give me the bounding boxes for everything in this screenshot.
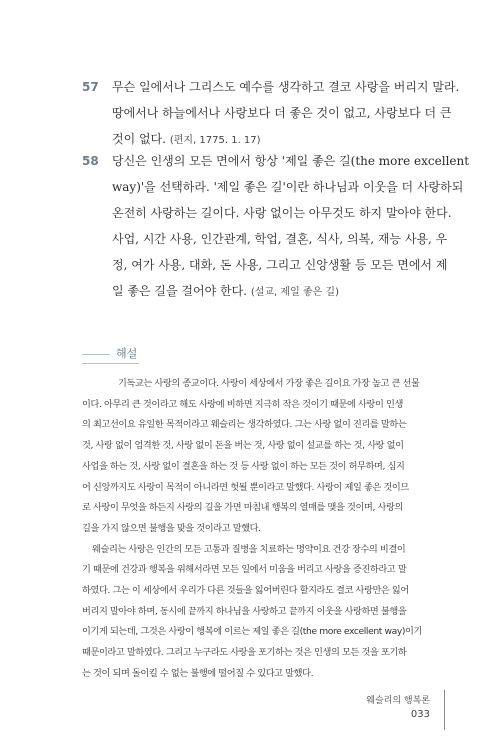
commentary-line: 어 신앙까지도 사랑이 목적이 아니라면 헛될 뿐이라고 말했다. 사랑이 제일 좋은 것이므 — [82, 481, 409, 493]
entry-line-text: 것이 없다. — [112, 132, 166, 146]
commentary-heading-text: 해설 — [116, 347, 138, 360]
entry-line — [112, 278, 460, 306]
commentary-line: 는 것이 되며 돌이킬 수 없는 불행에 떨어질 수 있다고 말했다. — [82, 667, 314, 679]
entry-line-text: 일 좋은 길을 걸어야 한다. — [112, 284, 247, 298]
entry-line: 당신은 인생의 모든 면에서 항상 '제일 좋은 길(the more excellent — [112, 154, 470, 168]
commentary-line: 사업을 하는 것, 사랑 없이 결혼을 하는 것 등 사랑 없이 하는 모든 것이 허무하며, 심지 — [82, 460, 405, 472]
entry-line: 무슨 일에서나 그리스도 예수를 생각하고 결코 사랑을 버리지 말라. — [112, 80, 460, 94]
commentary-line: 의 최고선이요 유일한 목적이라고 웨슬리는 생각하였다. 그는 사랑 없이 진리를 말하는 — [82, 419, 407, 431]
commentary-line: 로 사랑이 무엇을 하든지 사랑의 길을 가면 마침내 행복의 열매를 맺을 것이며, 사랑의 — [82, 502, 403, 514]
commentary-line: 웨슬리는 사랑은 인간의 모든 고통과 질병을 치료하는 명약이요 건강 장수의 비결이 — [92, 543, 406, 555]
page-number: 033 — [410, 709, 430, 720]
commentary-line: 이기게 되는데, 그것은 사랑이 행복에 이르는 제일 좋은 길(the more excellent way)이기 — [82, 626, 423, 638]
book-title: 웨슬리의 행복론 — [366, 696, 430, 706]
footer-divider — [444, 690, 445, 730]
entry-source: (편지, 1775. 1. 17) — [169, 135, 261, 146]
commentary-line: 하였다. 그는 이 세상에서 우리가 다른 것들을 잃어버린다 할지라도 결코 사랑만은 잃어 — [82, 585, 409, 597]
entry-line: way)'을 선택하라. '제일 좋은 길'이란 하나님과 이웃을 더 사랑하되 — [112, 180, 464, 194]
commentary-line: 것, 사랑 없이 엄격한 것, 사랑 없이 돈을 버는 것, 사랑 없이 설교를 하는 것, 사랑 없이 — [82, 440, 404, 452]
page-footer — [366, 694, 430, 722]
commentary-line: 기독교는 사랑의 종교이다. 사랑이 세상에서 가장 좋은 길이요 가장 높고 큰 선물 — [118, 378, 420, 389]
commentary-line: 길을 가지 않으면 불행을 맞을 것이라고 말했다. — [82, 522, 261, 534]
commentary-line: 버리지 말아야 하며, 동시에 끝까지 하나님을 사랑하고 끝까지 이웃을 사랑하면 불행을 — [82, 605, 407, 617]
entry-text — [112, 74, 460, 154]
entry-line: 사업, 시간 사용, 인간관계, 학업, 결혼, 식사, 의복, 재능 사용, 우 — [112, 232, 448, 246]
entry-number: 57 — [82, 80, 99, 94]
commentary-line: 이다. 아무리 큰 것이라고 해도 사랑에 비하면 지극히 작은 것이기 때문에 사랑이 인생 — [82, 398, 403, 410]
entry-number: 58 — [82, 154, 99, 168]
heading-rule — [82, 354, 110, 355]
entry-source: (설교, 제일 좋은 길) — [250, 287, 339, 298]
commentary-body — [82, 374, 460, 685]
commentary-heading — [82, 345, 139, 364]
commentary-line: 기 때문에 건강과 행복을 위해서라면 모든 일에서 미움을 버리고 사랑을 증진하라고 말 — [82, 564, 407, 576]
commentary-line: 때문이라고 말하였다. 그리고 누구라도 사랑을 포기하는 것은 인생의 모든 것을 포기하 — [82, 647, 407, 659]
entry-line: 온전히 사랑하는 길이다. 사랑 없이는 아무것도 하지 말아야 한다. — [112, 206, 452, 220]
entry-line: 정, 여가 사용, 대화, 돈 사용, 그리고 신앙생활 등 모든 면에서 제 — [112, 258, 448, 272]
entry-line: 땅에서나 하늘에서나 사랑보다 더 좋은 것이 없고, 사랑보다 더 큰 — [112, 106, 452, 120]
entry-text — [112, 148, 470, 306]
